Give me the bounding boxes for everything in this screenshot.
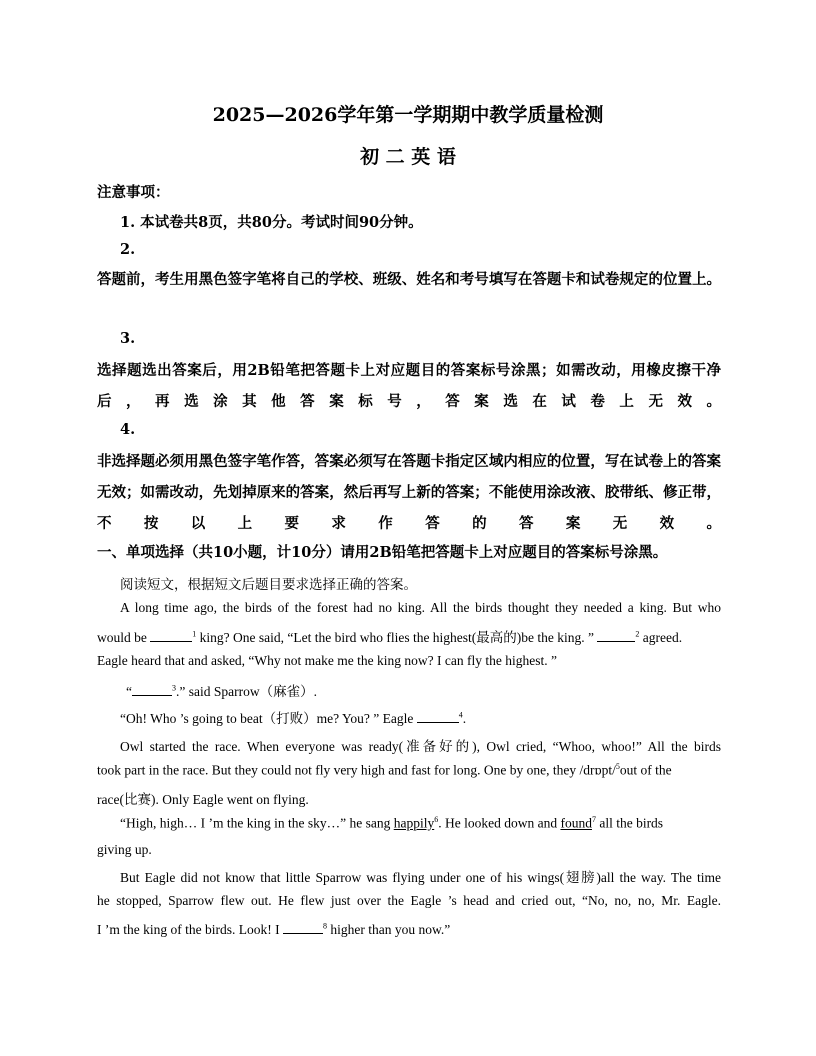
passage-line: he stopped, Sparrow flew out. He flew just over the Eagle ’s head and cried out, “No, no, no, Mr. Eagle. [97,893,721,908]
notice-heading: 注意事项： [97,184,170,201]
passage-text: “High, high… I ’m the king in the sky…” he sang [120,815,394,831]
notice-item-1: 1. 本试卷共8页，共80分。考试时间90分钟。 [120,214,423,231]
passage-text: I ’m the king of the birds. Look! I [97,922,283,937]
passage-line [120,815,663,832]
passage-text: out of the [619,762,672,778]
passage-text: . [462,711,467,726]
blank-number: 3 [172,683,176,693]
passage-line [97,921,450,938]
passage-line [97,762,721,779]
underlined-word-7: found [560,815,592,831]
notice-item-3-number: 3. [120,330,136,347]
passage-text: .” said Sparrow（麻雀）. [176,684,317,699]
passage-line: Owl started the race. When everyone was ready(准备好的), Owl cried, “Whoo, whoo!” All the birds [120,739,721,754]
exam-subtitle: 初 二 英 语 [360,146,456,168]
section-1-instruction: 阅读短文，根据短文后题目要求选择正确的答案。 [120,577,417,592]
passage-text: all the birds [595,815,664,831]
passage-text: “Oh! Who ’s going to beat（打败）me? You? ” Eagle [120,711,417,726]
passage-line: race(比赛). Only Eagle went on flying. [97,792,309,807]
passage-text: would be [97,630,151,645]
passage-line [120,707,466,727]
notice-item-2-text: 答题前，考生用黑色签字笔将自己的学校、班级、姓名和考号填写在答题卡和试卷规定的位置上。 [97,271,721,288]
blank-number: 4 [458,710,463,720]
passage-line: Eagle heard that and asked, “Why not make me the king now? I can fly the highest. ” [97,653,557,668]
passage-line [126,680,317,700]
passage-line: giving up. [97,842,152,857]
passage-text: . He looked down and [438,815,561,831]
passage-text: took part in the race. But they could not fly very high and fast for long. One by one, they /drɒpt/ [97,762,616,778]
blank-2[interactable] [597,629,635,642]
section-1-heading: 一、单项选择（共10小题，计10分）请用2B铅笔把答题卡上对应题目的答案标号涂黑。 [97,544,668,561]
notice-item-4-text: 非选择题必须用黑色签字笔作答，答案必须写在答题卡指定区域内相应的位置，写在试卷上的答案无效；如需改动，先划掉原来的答案，然后再写上新的答案；不能使用涂改液、胶带纸、修正带，不按以上要求作答的答案无效。 [97,453,721,532]
passage-text: agreed. [639,630,683,645]
blank-number: 6 [434,815,439,824]
passage-text: higher than you now.” [326,922,451,937]
notice-item-3-text: 选择题选出答案后，用2B铅笔把答题卡上对应题目的答案标号涂黑；如需改动，用橡皮擦干净后，再选涂其他答案标号，答案选在试卷上无效。 [97,362,721,410]
blank-8[interactable] [283,921,323,934]
blank-number: 5 [615,762,620,771]
notice-item-4-number: 4. [120,421,136,438]
passage-line: A long time ago, the birds of the forest had no king. All the birds thought they needed a king. But who [120,600,721,615]
passage-line [97,626,682,646]
underlined-word-6: happily [393,815,435,831]
passage-line: But Eagle did not know that little Sparrow was flying under one of his wings(翅膀)all the way. The time [120,870,721,885]
blank-4[interactable] [417,710,459,723]
blank-number: 1 [192,629,197,639]
blank-number: 2 [635,629,640,639]
blank-number: 8 [322,921,327,931]
blank-number: 7 [591,815,596,824]
exam-title: 2025—2026学年第一学期期中教学质量检测 [212,104,604,126]
passage-text: “ [126,684,132,699]
passage-text: king? One said, “Let the bird who flies the highest(最高的)be the king. ” [196,630,598,645]
notice-item-2-number: 2. [120,241,136,258]
blank-1[interactable] [150,629,192,642]
blank-3[interactable] [132,683,172,696]
